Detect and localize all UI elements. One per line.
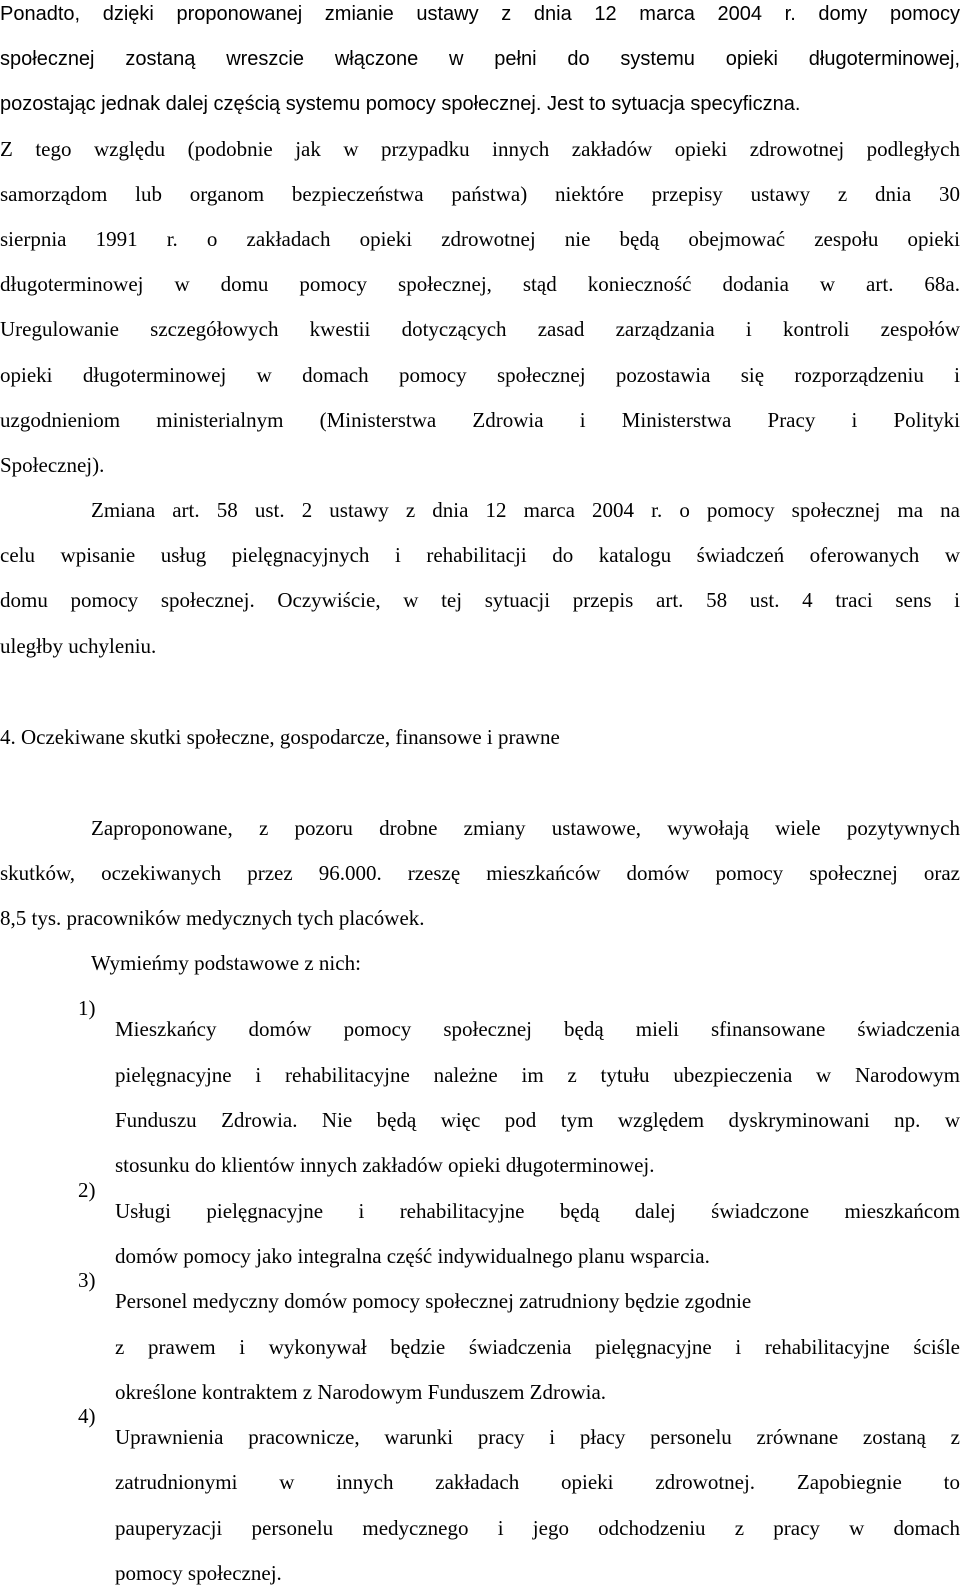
list-item-number: 4) — [78, 1404, 96, 1428]
text-line: pozostając jednak dalej częścią systemu pomocy społecznej. Jest to sytuacja specyficzna. — [0, 93, 801, 115]
text-line: uległby uchyleniu. — [0, 634, 157, 658]
text-line: uzgodnieniom ministerialnym (Ministerstwa Zdrowia i Ministerstwa Pracy i Polityki — [0, 408, 960, 432]
text-line: zatrudnionymi w innych zakładach opieki zdrowotnej. Zapobiegnie to — [115, 1470, 960, 1494]
text-line: Z tego względu (podobnie jak w przypadku innych zakładów opieki zdrowotnej podległych — [0, 137, 960, 161]
list-intro: Wymieńmy podstawowe z nich: — [91, 951, 361, 975]
text-line: celu wpisanie usług pielęgnacyjnych i rehabilitacji do katalogu świadczeń oferowanych w — [0, 543, 960, 567]
text-line: Uregulowanie szczegółowych kwestii dotyczących zasad zarządzania i kontroli zespołów — [0, 317, 960, 341]
text-line: Usługi pielęgnacyjne i rehabilitacyjne będą dalej świadczone mieszkańcom — [115, 1199, 960, 1223]
text-line: 8,5 tys. pracowników medycznych tych placówek. — [0, 906, 425, 930]
text-line: społecznej zostaną wreszcie włączone w pełni do systemu opieki długoterminowej, — [0, 48, 960, 70]
text-line: długoterminowej w domu pomocy społecznej, stąd konieczność dodania w art. 68a. — [0, 272, 960, 296]
text-line: Mieszkańcy domów pomocy społecznej będą mieli sfinansowane świadczenia — [115, 1017, 960, 1041]
list-item-number: 3) — [78, 1268, 96, 1292]
text-line: Personel medyczny domów pomocy społecznej zatrudniony będzie zgodnie — [115, 1289, 752, 1313]
text-line: stosunku do klientów innych zakładów opieki długoterminowej. — [115, 1153, 655, 1177]
text-line: określone kontraktem z Narodowym Funduszem Zdrowia. — [115, 1380, 607, 1404]
text-line: domów pomocy jako integralna część indywidualnego planu wsparcia. — [115, 1244, 710, 1268]
text-line: skutków, oczekiwanych przez 96.000. rzeszę mieszkańców domów pomocy społecznej oraz — [0, 861, 960, 885]
section-heading: 4. Oczekiwane skutki społeczne, gospodarcze, finansowe i prawne — [0, 725, 560, 749]
text-line: Społecznej). — [0, 453, 105, 477]
text-line: pielęgnacyjne i rehabilitacyjne należne im z tytułu ubezpieczenia w Narodowym — [115, 1063, 960, 1087]
text-line: Zaproponowane, z pozoru drobne zmiany ustawowe, wywołają wiele pozytywnych — [91, 816, 960, 840]
list-item-number: 2) — [78, 1178, 96, 1202]
text-line: z prawem i wykonywał będzie świadczenia pielęgnacyjne i rehabilitacyjne ściśle — [115, 1335, 960, 1359]
text-line: Funduszu Zdrowia. Nie będą więc pod tym względem dyskryminowani np. w — [115, 1108, 960, 1132]
text-line: opieki długoterminowej w domach pomocy społecznej pozostawia się rozporządzeniu i — [0, 363, 960, 387]
text-line: samorządom lub organom bezpieczeństwa państwa) niektóre przepisy ustawy z dnia 30 — [0, 182, 960, 206]
list-item-number: 1) — [78, 996, 96, 1020]
text-line: pauperyzacji personelu medycznego i jego odchodzeniu z pracy w domach — [115, 1516, 960, 1540]
text-line: Uprawnienia pracownicze, warunki pracy i płacy personelu zrównane zostaną z — [115, 1425, 960, 1449]
text-line: domu pomocy społecznej. Oczywiście, w tej sytuacji przepis art. 58 ust. 4 traci sens i — [0, 588, 960, 612]
text-line: Zmiana art. 58 ust. 2 ustawy z dnia 12 marca 2004 r. o pomocy społecznej ma na — [91, 498, 960, 522]
text-line: sierpnia 1991 r. o zakładach opieki zdrowotnej nie będą obejmować zespołu opieki — [0, 227, 960, 251]
text-line: Ponadto, dzięki proponowanej zmianie ustawy z dnia 12 marca 2004 r. domy pomocy — [0, 3, 960, 25]
text-line: pomocy społecznej. — [115, 1561, 282, 1585]
